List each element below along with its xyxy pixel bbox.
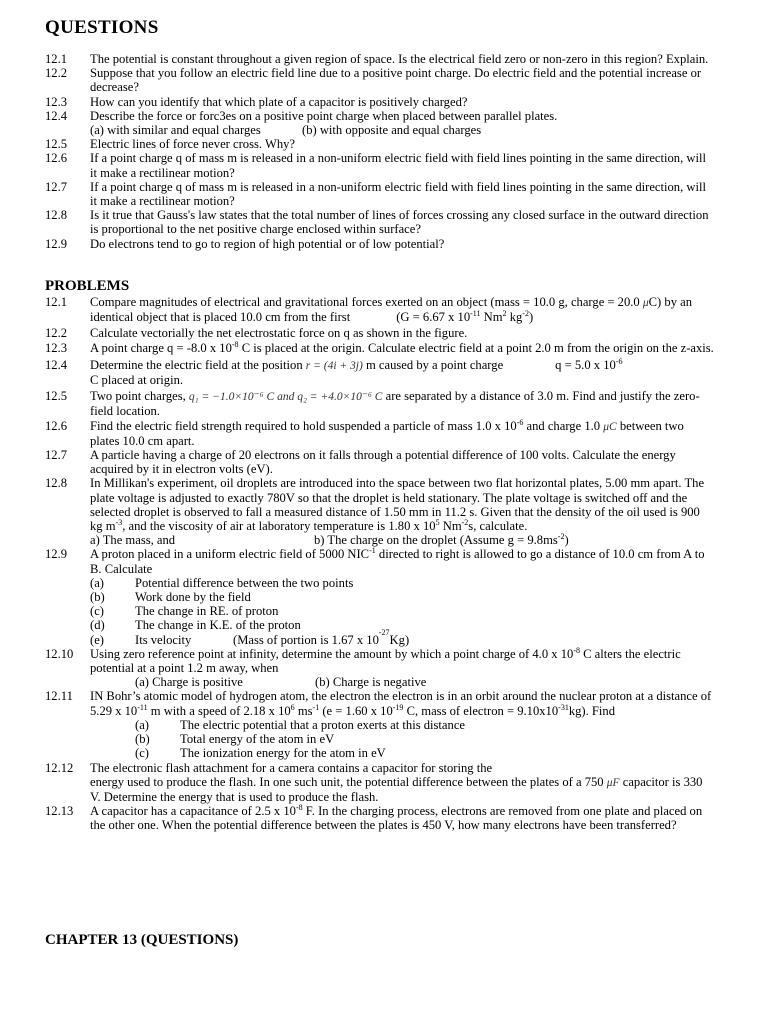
list-item (45, 237, 715, 251)
position-vector-formula: r = (4i + 3j) (305, 359, 363, 372)
sub-item: (c) The ionization energy for the atom in eV (135, 746, 386, 761)
item-text: A point charge q = -8.0 x $10^{-8}$ C is placed at the origin. Calculate electric field at a point 2.0 m from the origin on the z-axis. (90, 339, 714, 355)
item-number: 12.10 (45, 646, 74, 661)
item-text: IN Bohr’s atomic model of hydrogen atom, the electron the electron is in an orbit around the nuclear proton at a distance of 5.29 x $10^{-11}$ m with a speed of 2.18 x $10^6$ $ms^{-1}$ (e = 1.60 x $10^{-19}$ C, mass of electron = $9.10x10^{-31}kg$). Find (90, 689, 712, 718)
list-item (45, 151, 715, 179)
item-text: Determine the electric field at the position r = (4i + 3j) m caused by a point charge q = 5.0 x $10^{-6}$ C placed at origin. (90, 356, 623, 388)
item-text: A capacitor has a capacitance of 2.5 x $10^{-8}$ F. In the charging process, electrons are removed from one plate and placed on the other one. When the potential difference between the plates is 450 V, how many electrons have been transferred? (90, 803, 703, 833)
list-item (45, 109, 715, 123)
questions-list (45, 52, 715, 251)
list-item (45, 66, 715, 94)
charges-formula: q₁ = −1.0×10⁻⁶ C and q₂ = +4.0×10⁻⁶ C (188, 391, 383, 404)
item-number: 12.2 (45, 326, 68, 341)
list-item (45, 389, 715, 418)
list-item (45, 647, 715, 675)
list-item (45, 208, 715, 236)
option-b: (b) with opposite and equal charges (302, 123, 482, 138)
item-text: Is it true that Gauss's law states that the total number of lines of forces crossing any closed surface in the outward direction is proportional to the net positive charge enclosed within surface? (90, 208, 709, 237)
option-a: (a) with similar and equal charges (90, 123, 261, 138)
item-number: 12.2 (45, 66, 68, 81)
list-item (45, 326, 715, 340)
sub-item: (b) Total energy of the atom in eV (135, 732, 335, 747)
item-number: 12.9 (45, 547, 68, 562)
questions-heading: QUESTIONS (45, 17, 159, 38)
item-number: 12.12 (45, 760, 74, 775)
list-item (45, 547, 715, 575)
item-text: Two point charges, q₁ = −1.0×10⁻⁶ C and q₂ = +4.0×10⁻⁶ C are separated by a distance of 3.0 m. Find and justify the zero-field location. (90, 389, 700, 419)
item-number: 12.1 (45, 295, 68, 309)
list-item (45, 52, 715, 66)
list-item (45, 476, 715, 547)
item-number: 12.3 (45, 340, 68, 355)
problems-heading: PROBLEMS (45, 278, 130, 294)
sub-item: (d) The change in K.E. of the proton (90, 618, 301, 633)
item-text: A proton placed in a uniform electric field of 5000 $NIC^{-1}$ directed to right is allowed to go a distance of 10.0 cm from A to B. Calculate (90, 546, 705, 576)
item-number: 12.1 (45, 52, 68, 66)
item-number: 12.11 (45, 689, 73, 704)
item-number: 12.6 (45, 418, 68, 433)
item-number: 12.7 (45, 179, 68, 194)
item-text: In Millikan's experiment, oil droplets are introduced into the space between two flat horizontal plates, 5.00 mm apart. The plate voltage is adjusted to exactly 780V so that the droplet is held stationary. The plate voltage is switched off and the selected droplet is observed to fall a measured distance of 1.50 mm in 11.2 s. Given that the density of the oil used is 900 kg $m^{-3}$, and the viscosity of air at laboratory temperature is 1.80 x $10^5$ $Nm^{-2}s$, calculate. a) The mass, and b) The charge on the droplet (Assume $g = 9.8ms^{-2}$) (90, 476, 705, 548)
list-item (45, 761, 715, 805)
list-item (45, 95, 715, 109)
sub-item: (a) Potential difference between the two points (90, 575, 354, 590)
item-text: The potential is constant throughout a given region of space. Is the electrical field zero or non-zero in this region? Explain. (90, 52, 709, 66)
list-item (45, 358, 715, 387)
sub-item: (e) Its velocity (Mass of portion is 1.67 x 10 -27 Kg) (90, 627, 410, 647)
item-text: Calculate vectorially the net electrostatic force on q as shown in the figure. (90, 326, 468, 341)
item-number: 12.5 (45, 389, 68, 404)
item-text: If a point charge q of mass m is released in a non-uniform electric field with field lines pointing in the same direction, will it make a rectilinear motion? (90, 179, 706, 209)
item-number: 12.6 (45, 151, 68, 166)
item-number: 12.13 (45, 804, 74, 819)
item-text: Using zero reference point at infinity, determine the amount by which a point charge of 4.0 x $10^{-8}$ C alters the electric potential at a point 1.2 m away, when (90, 645, 681, 676)
item-text: Electric lines of force never cross. Why? (90, 137, 296, 152)
sub-item: (b) Work done by the field (90, 590, 251, 605)
item-text: Describe the force or forc3es on a positive point charge when placed between parallel plates. (90, 108, 558, 123)
sub-options: (a) Charge is positive (b) Charge is negative (135, 675, 427, 690)
item-number: 12.7 (45, 448, 68, 463)
list-item (45, 295, 715, 324)
item-text: How can you identify that which plate of a capacitor is positively charged? (90, 94, 468, 109)
item-text: Compare magnitudes of electrical and gravitational forces exerted on an object (mass = 10.0 g, charge = 20.0 μC) by an identical object that is placed 10.0 cm from the first (G = 6.67 x $10^{-11}$ Nm$^2$ $kg^{-2}$) (90, 295, 693, 325)
problems-list (45, 295, 715, 833)
item-text: Find the electric field strength required to hold suspended a particle of mass 1.0 x $10^{-6}$ and charge 1.0 μC between two plates 10.0 cm apart. (90, 417, 684, 448)
chapter-heading: CHAPTER 13 (QUESTIONS) (45, 932, 239, 948)
list-item (45, 341, 715, 355)
list-item (45, 448, 715, 476)
item-text: The electronic flash attachment for a camera contains a capacitor for storing the energy used to produce the flash. In one such unit, the potential difference between the plates of a 750 μF capacitor is 330 V. Determine the energy that is used to produce the flash. (90, 760, 703, 804)
item-number: 12.3 (45, 94, 68, 109)
sub-item: (a) The electric potential that a proton exerts at this distance (135, 717, 466, 732)
item-text: Do electrons tend to go to region of high potential or of low potential? (90, 236, 445, 251)
item-text: If a point charge q of mass m is released in a non-uniform electric field with field lines pointing in the same direction, will it make a rectilinear motion? (90, 151, 706, 180)
item-number: 12.9 (45, 236, 68, 251)
sub-item: (c) The change in RE. of proton (90, 604, 279, 619)
item-number: 12.8 (45, 208, 68, 223)
item-number: 12.8 (45, 476, 68, 491)
item-number: 12.5 (45, 137, 68, 152)
list-item (45, 804, 715, 832)
item-number: 12.4 (45, 357, 68, 372)
list-item (45, 419, 715, 448)
item-text: A particle having a charge of 20 electrons on it falls through a potential difference of 100 volts. Calculate the energy acquired by it in electron volts (eV). (90, 448, 676, 477)
sub-options (90, 123, 715, 137)
list-item (45, 180, 715, 208)
item-number: 12.4 (45, 108, 68, 123)
list-item (45, 137, 715, 151)
list-item (45, 689, 715, 717)
item-text: Suppose that you follow an electric field line due to a positive point charge. Do electric field and the potential increase or decrease? (90, 66, 702, 95)
